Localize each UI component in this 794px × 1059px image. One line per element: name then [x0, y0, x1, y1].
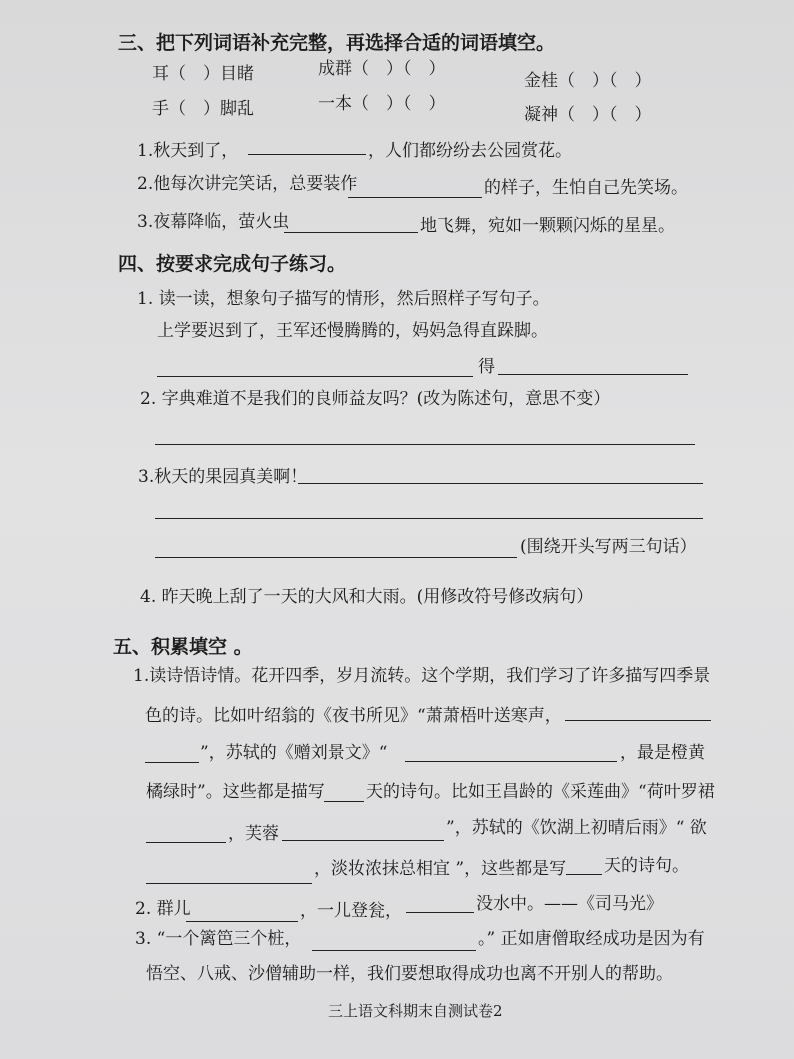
- word-item: 一本（ ）（ ）: [318, 94, 446, 114]
- poem-paragraph-line: ，最是橙黄: [620, 743, 705, 763]
- word-item: 耳（ ）目睹: [152, 64, 254, 84]
- sentence-question-3: 3.秋天的果园真美啊！: [138, 467, 308, 487]
- word-item: 金桂（ ）（ ）: [524, 71, 652, 91]
- fill-question-2: 2.他每次讲完笑话，总要装作: [137, 174, 358, 194]
- word-item: 手（ ）脚乱: [152, 99, 254, 119]
- poem-paragraph-line: 橘绿时”。这些都是描写: [146, 782, 325, 802]
- sentence-question-2: 2. 字典难道不是我们的良师益友吗？(改为陈述句，意思不变）: [140, 389, 611, 409]
- poem-paragraph-line: ”，苏轼的《饮湖上初晴后雨》“ 欲: [446, 818, 707, 838]
- answer-blank[interactable]: [312, 950, 476, 951]
- answer-blank[interactable]: [146, 842, 226, 843]
- answer-line[interactable]: [298, 483, 703, 484]
- section3-title: 三、把下列词语补充完整，再选择合适的词语填空。: [118, 32, 556, 54]
- fill-question-3: 3.夜幕降临，萤火虫: [137, 212, 290, 232]
- answer-blank[interactable]: [566, 874, 602, 875]
- poem-paragraph-line: 天的诗句。: [604, 856, 689, 876]
- answer-blank[interactable]: [324, 801, 364, 802]
- section5-title: 五、积累填空 。: [113, 636, 253, 658]
- answer-blank[interactable]: [282, 840, 444, 841]
- fill-question-2-tail: 的样子，生怕自己先笑场。: [484, 178, 688, 198]
- answer-blank[interactable]: [565, 720, 711, 721]
- de-label: 得: [478, 357, 495, 377]
- word-item: 成群（ ）（ ）: [318, 59, 446, 79]
- fill-question-3-tail: 悟空、八戒、沙僧辅助一样，我们要想取得成功也离不开别人的帮助。: [146, 964, 673, 984]
- fill-question-1: 1.秋天到了，: [137, 141, 239, 161]
- answer-line[interactable]: [155, 518, 703, 519]
- poem-paragraph-line: ，淡妆浓抹总相宜 ”，这些都是写: [314, 859, 567, 879]
- fill-question-2-mid: ，一儿登瓮，: [300, 901, 402, 921]
- answer-blank[interactable]: [146, 883, 312, 884]
- question-3-note: (围绕开头写两三句话）: [520, 537, 697, 557]
- poem-paragraph-line: 天的诗句。比如王昌龄的《采莲曲》“荷叶罗裙: [366, 782, 715, 802]
- fill-question-3: 3. “一个篱笆三个桩，: [135, 929, 302, 949]
- section4-title: 四、按要求完成句子练习。: [118, 253, 347, 275]
- answer-blank[interactable]: [145, 762, 199, 763]
- answer-line[interactable]: [498, 374, 688, 375]
- answer-line[interactable]: [157, 376, 473, 377]
- sentence-question-4: 4. 昨天晚上刮了一天的大风和大雨。(用修改符号修改病句）: [140, 587, 594, 607]
- poem-paragraph-line: 色的诗。比如叶绍翁的《夜书所见》“萧萧梧叶送寒声，: [145, 706, 562, 726]
- answer-blank[interactable]: [186, 921, 298, 922]
- fill-question-2: 2. 群儿: [135, 899, 191, 919]
- page-footer: 三上语文科期末自测试卷2: [328, 1002, 503, 1020]
- fill-question-2-tail: 没水中。——《司马光》: [476, 894, 663, 914]
- poem-paragraph-line: 1.读诗悟诗情。花开四季，岁月流转。这个学期，我们学习了许多描写四季景: [133, 666, 711, 686]
- answer-blank[interactable]: [405, 761, 617, 762]
- poem-paragraph-line: ”，苏轼的《赠刘景文》“: [200, 743, 388, 763]
- answer-blank[interactable]: [406, 912, 474, 913]
- answer-blank[interactable]: [248, 154, 366, 155]
- word-item: 凝神（ ）（ ）: [524, 105, 652, 125]
- fill-question-3-mid: 。” 正如唐僧取经成功是因为有: [478, 929, 705, 949]
- answer-line[interactable]: [155, 444, 695, 445]
- fill-question-1-tail: ，人们都纷纷去公园赏花。: [368, 141, 572, 161]
- example-sentence: 上学要迟到了，王军还慢腾腾的，妈妈急得直跺脚。: [157, 321, 548, 341]
- poem-paragraph-line: ，芙蓉: [228, 824, 279, 844]
- answer-line[interactable]: [155, 557, 517, 558]
- fill-question-3-tail: 地飞舞，宛如一颗颗闪烁的星星。: [420, 216, 675, 236]
- answer-blank[interactable]: [348, 197, 482, 198]
- sentence-question-1: 1. 读一读，想象句子描写的情形，然后照样子写句子。: [137, 289, 550, 309]
- answer-blank[interactable]: [284, 232, 418, 233]
